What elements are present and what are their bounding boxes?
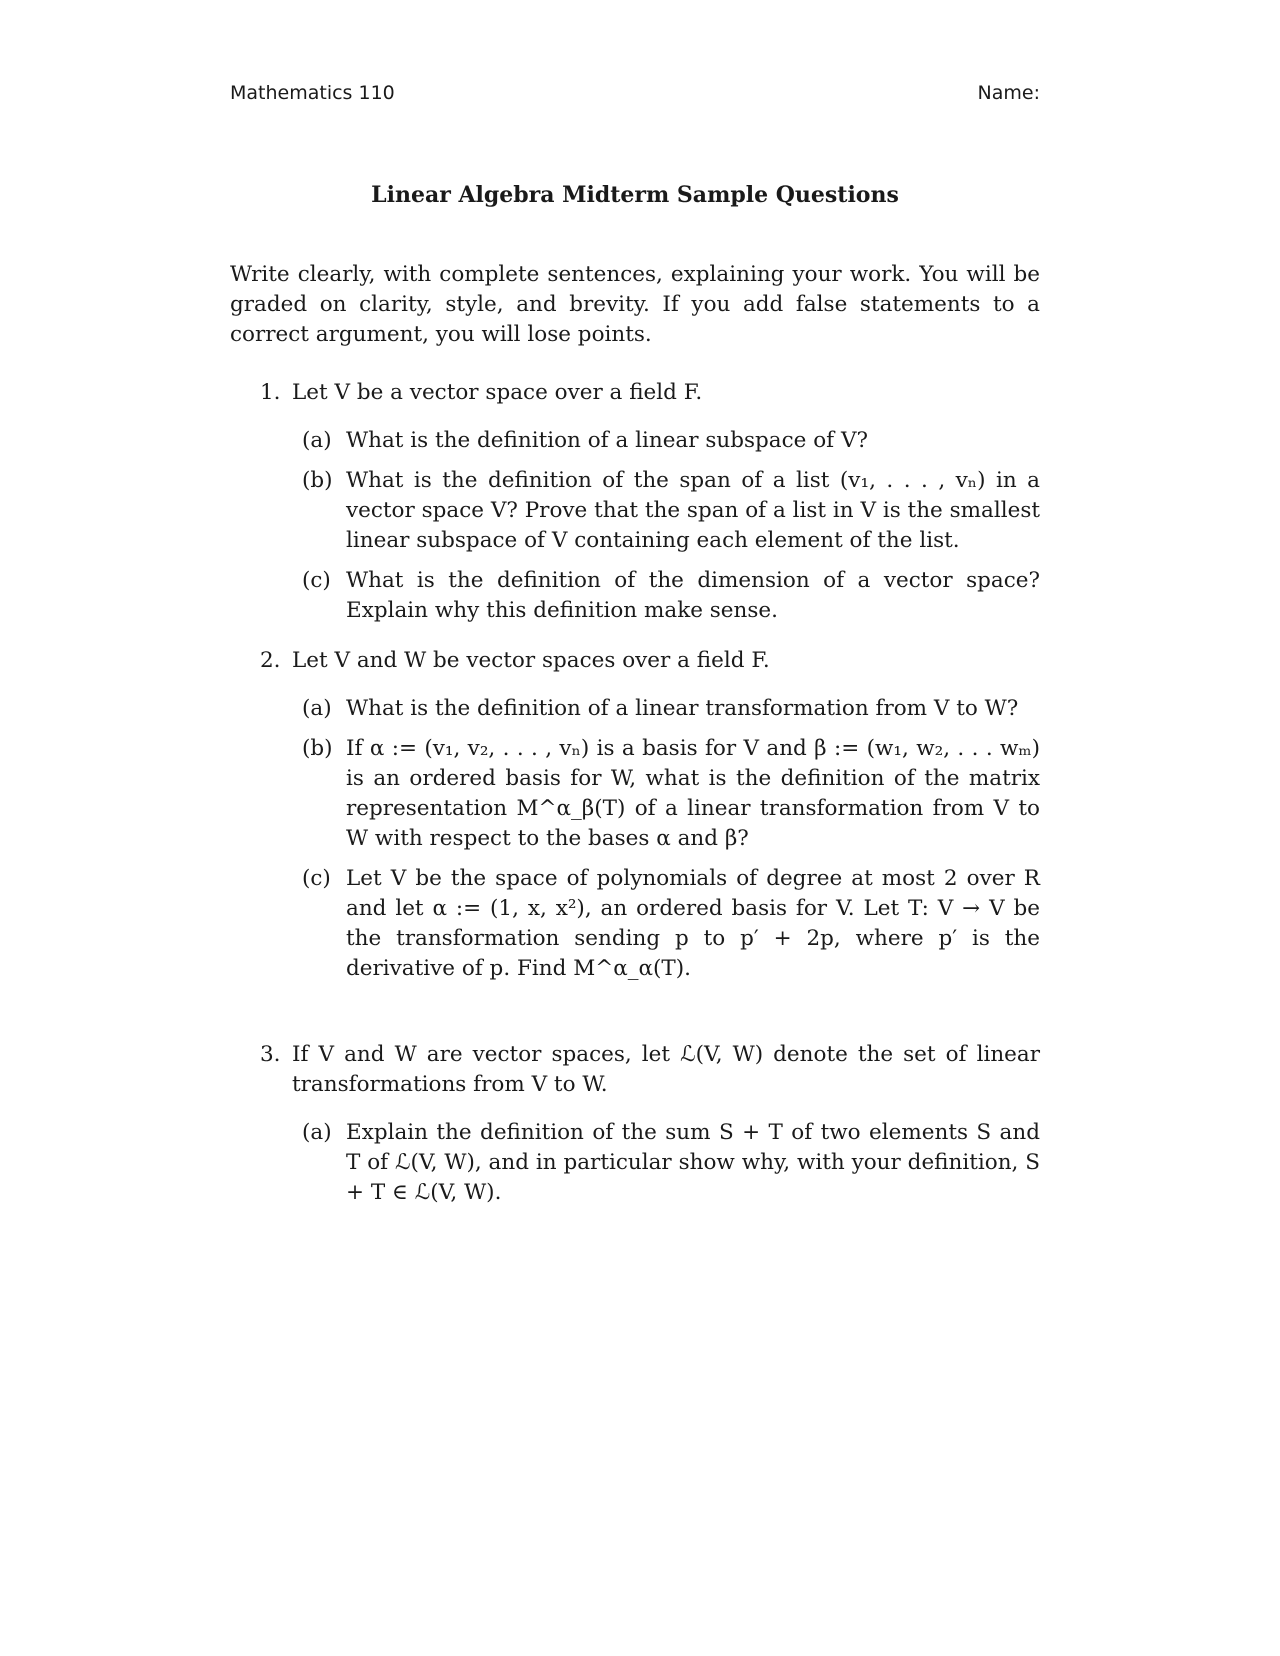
name-label: Name: [977, 82, 1040, 104]
part-1a [302, 426, 1040, 456]
problem-text: Let V and W be vector spaces over a field F. [292, 648, 770, 673]
part-text: What is the definition of the span of a list (v₁, . . . , vₙ) in a vector space V? Prove that the span of a list in V is the smallest linear subspace of V containing each element of the list. [346, 468, 1040, 553]
problem-number: 1. [260, 380, 281, 405]
part-label: (a) [302, 1120, 332, 1145]
part-label: (c) [302, 866, 331, 891]
part-1b [302, 466, 1040, 556]
part-label: (b) [302, 736, 333, 761]
part-2c [302, 864, 1040, 984]
problem-parts [302, 426, 1040, 626]
part-2a [302, 694, 1040, 724]
part-3a [302, 1118, 1040, 1208]
problem-text: If V and W are vector spaces, let ℒ(V, W) denote the set of linear transformations from V to W. [292, 1042, 1040, 1097]
part-label: (a) [302, 428, 332, 453]
part-text: Let V be the space of polynomials of degree at most 2 over R and let α := (1, x, x²), an ordered basis for V. Let T: V → V be the transformation sending p to p′ + 2p, where p′ is the derivative of p. Find M^α_α(T). [346, 866, 1040, 981]
problem-1 [260, 378, 1040, 636]
course-label: Mathematics 110 [230, 82, 395, 104]
part-label: (c) [302, 568, 331, 593]
part-label: (b) [302, 468, 333, 493]
instructions: Write clearly, with complete sentences, explaining your work. You will be graded on clarity, style, and brevity. If you add false statements to a correct argument, you will lose points. [230, 262, 1040, 347]
part-text: What is the definition of a linear transformation from V to W? [346, 696, 1019, 721]
part-label: (a) [302, 696, 332, 721]
problem-text: Let V be a vector space over a field F. [292, 380, 703, 405]
part-2b [302, 734, 1040, 854]
problem-3 [260, 1040, 1040, 1218]
part-text: What is the definition of the dimension of a vector space? Explain why this definition make sense. [346, 568, 1040, 623]
part-text: What is the definition of a linear subspace of V? [346, 428, 869, 453]
problem-number: 2. [260, 648, 281, 673]
problem-parts [302, 694, 1040, 984]
part-text: Explain the definition of the sum S + T of two elements S and T of ℒ(V, W), and in particular show why, with your definition, S + T ∈ ℒ(V, W). [346, 1120, 1040, 1205]
problem-parts [302, 1118, 1040, 1208]
problem-2 [260, 646, 1040, 994]
problem-number: 3. [260, 1042, 281, 1067]
part-text: If α := (v₁, v₂, . . . , vₙ) is a basis for V and β := (w₁, w₂, . . . wₘ) is an ordered basis for W, what is the definition of the matrix representation M^α_β(T) of a linear transformation from V to W with respect to the bases α and β? [346, 736, 1040, 851]
part-1c [302, 566, 1040, 626]
page-title: Linear Algebra Midterm Sample Questions [371, 182, 899, 208]
